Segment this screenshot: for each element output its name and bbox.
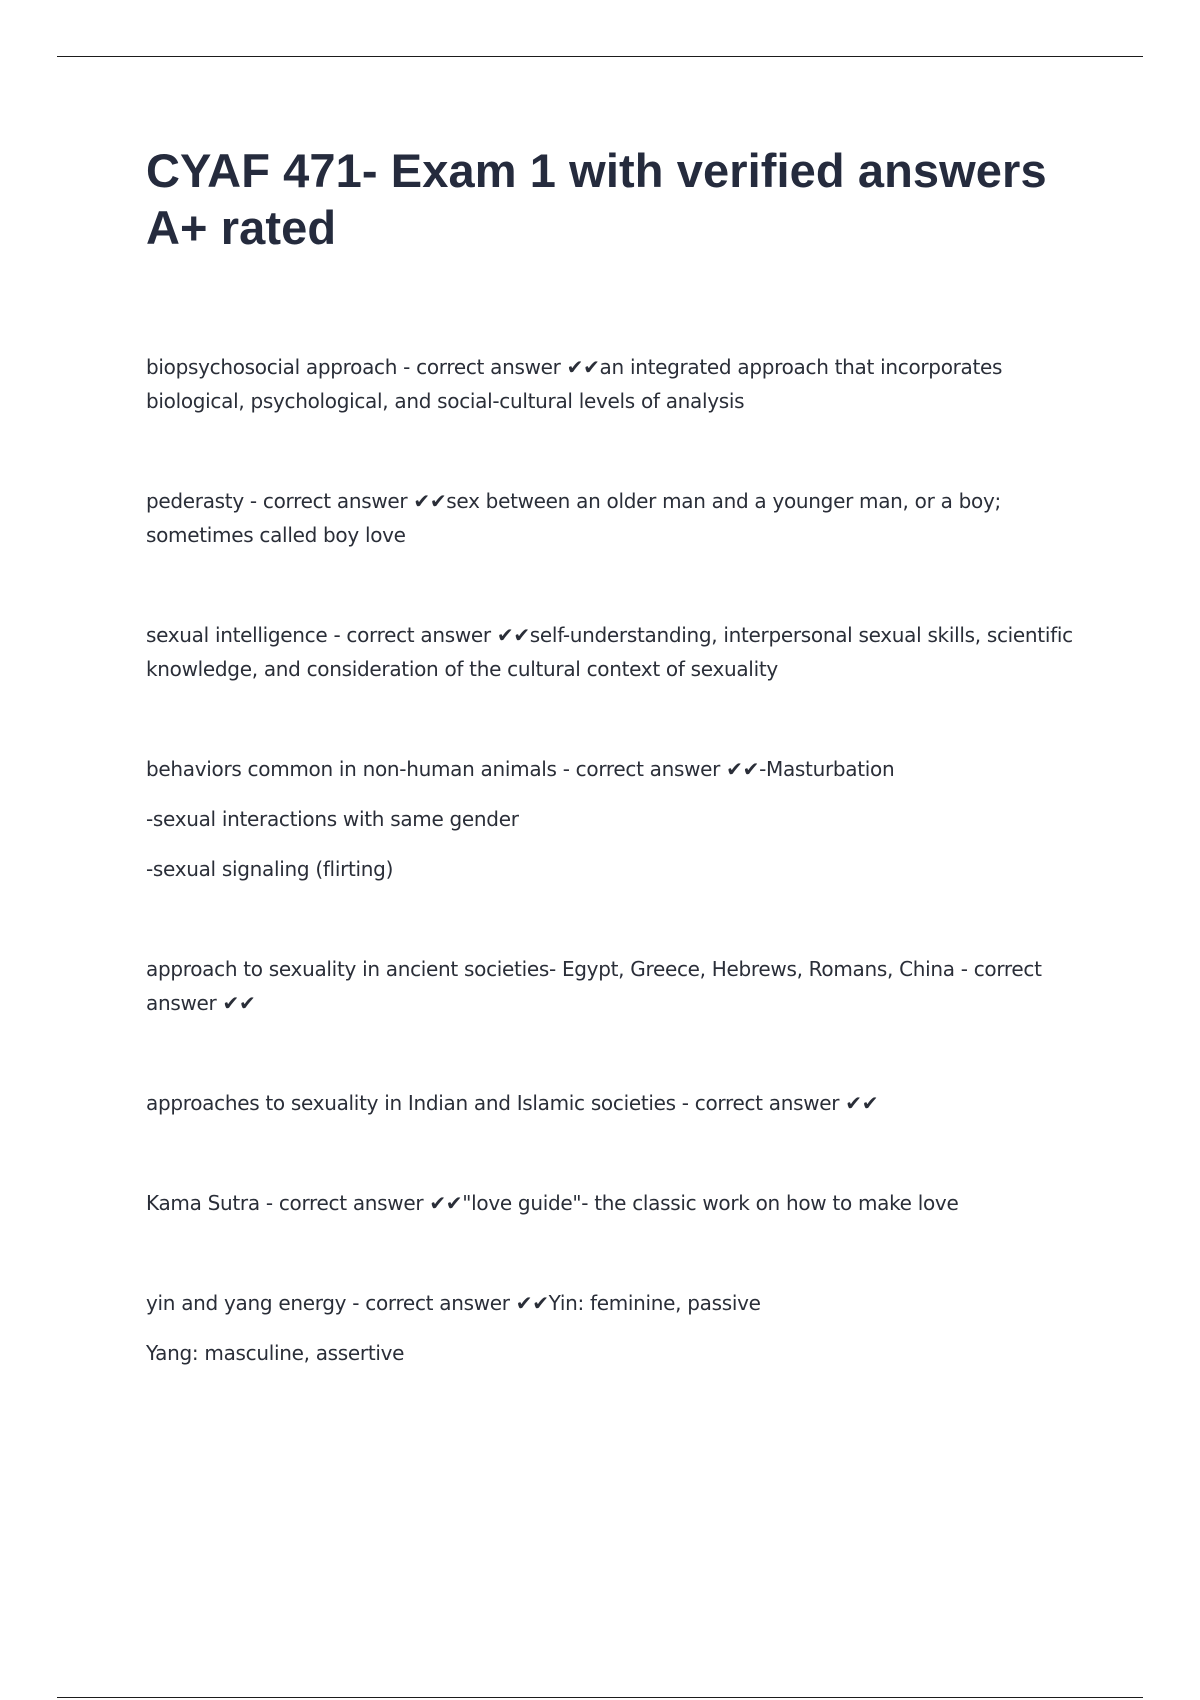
flashcard-entry [146, 350, 1090, 418]
entry-text: approach to sexuality in ancient societies- Egypt, Greece, Hebrews, Romans, China - correct answer ✔✔ [146, 957, 1042, 1015]
flashcard-list [146, 350, 1090, 1370]
flashcard-entry [146, 1186, 1090, 1220]
flashcard-entry [146, 1286, 1090, 1370]
document-title: CYAF 471- Exam 1 with verified answers A+ rated [146, 144, 1047, 254]
entry-text: sexual intelligence - correct answer ✔✔self-understanding, interpersonal sexual skills, scientific knowledge, and consideration of the cultural context of sexuality [146, 623, 1073, 681]
entry-text: biopsychosocial approach - correct answer ✔✔an integrated approach that incorporates biological, psychological, and social-cultural levels of analysis [146, 355, 1003, 413]
entry-text: Kama Sutra - correct answer ✔✔"love guide"- the classic work on how to make love [146, 1191, 959, 1215]
flashcard-entry [146, 752, 1090, 886]
entry-text: yin and yang energy - correct answer ✔✔Yin: feminine, passive [146, 1291, 761, 1315]
entry-text: behaviors common in non-human animals - correct answer ✔✔-Masturbation [146, 757, 895, 781]
entry-text-continued: Yang: masculine, assertive [146, 1341, 405, 1365]
flashcard-entry [146, 484, 1090, 552]
flashcard-entry [146, 1086, 1090, 1120]
entry-text: pederasty - correct answer ✔✔sex between an older man and a younger man, or a boy; sometimes called boy love [146, 489, 1001, 547]
entry-text: approaches to sexuality in Indian and Islamic societies - correct answer ✔✔ [146, 1091, 879, 1115]
flashcard-entry [146, 618, 1090, 686]
flashcard-entry [146, 952, 1090, 1020]
bottom-divider [57, 1697, 1143, 1698]
document-body [146, 142, 1090, 1370]
entry-text-continued: -sexual signaling (flirting) [146, 857, 394, 881]
top-divider [57, 56, 1143, 57]
entry-text-continued: -sexual interactions with same gender [146, 807, 519, 831]
